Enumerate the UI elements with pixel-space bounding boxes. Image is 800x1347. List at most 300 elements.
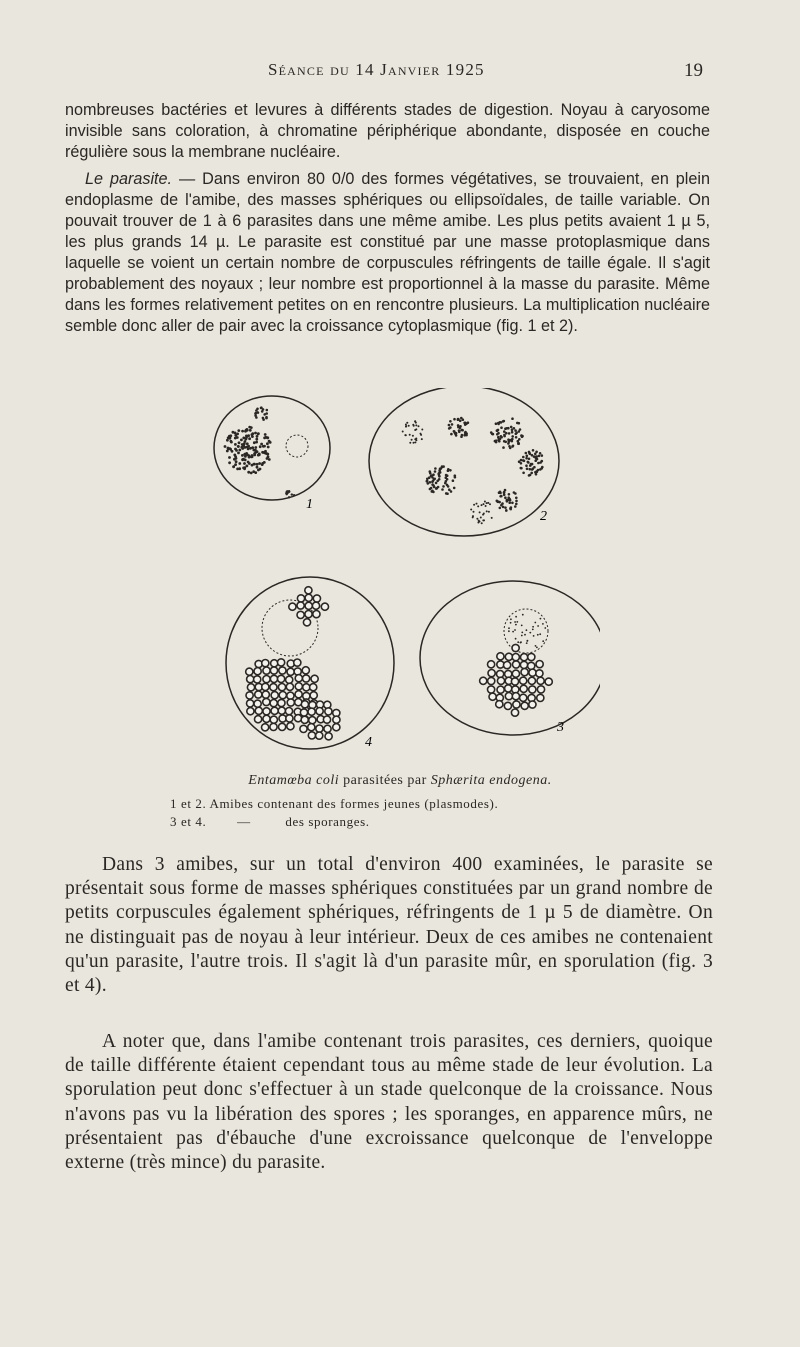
stipple-dot bbox=[540, 618, 542, 620]
spore-dot bbox=[279, 692, 286, 699]
stipple-dot bbox=[242, 444, 245, 447]
stipple-dot bbox=[249, 447, 252, 450]
stipple-dot bbox=[259, 468, 262, 471]
stipple-dot bbox=[231, 450, 234, 453]
spore-dot bbox=[310, 684, 317, 691]
stipple-dot bbox=[427, 482, 430, 485]
spore-dot bbox=[287, 699, 294, 706]
stipple-dot bbox=[541, 454, 544, 457]
stipple-dot bbox=[516, 621, 518, 623]
spore-dot bbox=[254, 676, 261, 683]
stipple-dot bbox=[453, 487, 456, 490]
caption-species-parasite: Sphærita endogena. bbox=[430, 773, 552, 788]
spore-dot bbox=[271, 692, 278, 699]
spore-dot bbox=[325, 733, 332, 740]
spore-dot bbox=[262, 660, 269, 667]
stipple-dot bbox=[405, 425, 407, 427]
stipple-dot bbox=[502, 506, 505, 509]
stipple-dot bbox=[433, 478, 436, 481]
stipple-dot bbox=[515, 638, 517, 640]
stipple-dot bbox=[508, 493, 511, 496]
stipple-dot bbox=[495, 439, 498, 442]
stipple-dot bbox=[518, 438, 521, 441]
paragraph-2 bbox=[65, 169, 710, 337]
stipple-dot bbox=[230, 440, 233, 443]
page-number: 19 bbox=[684, 60, 703, 81]
stipple-dot bbox=[253, 454, 256, 457]
stipple-dot bbox=[236, 433, 239, 436]
stipple-dot bbox=[421, 429, 423, 431]
spore-dot bbox=[286, 715, 293, 722]
spore-dot bbox=[333, 716, 340, 723]
stipple-dot bbox=[477, 505, 479, 507]
spore-dot bbox=[295, 691, 302, 698]
stipple-dot bbox=[452, 479, 455, 482]
stipple-dot bbox=[532, 629, 534, 631]
stipple-dot bbox=[257, 454, 260, 457]
spore-dot bbox=[294, 659, 301, 666]
stipple-dot bbox=[254, 432, 257, 435]
stipple-dot bbox=[544, 627, 546, 629]
stipple-dot bbox=[481, 504, 483, 506]
stipple-dot bbox=[242, 467, 245, 470]
stipple-dot bbox=[261, 410, 264, 413]
stipple-dot bbox=[413, 442, 415, 444]
stipple-dot bbox=[253, 463, 256, 466]
stipple-dot bbox=[431, 476, 434, 479]
stipple-dot bbox=[266, 457, 269, 460]
stipple-dot bbox=[255, 438, 258, 441]
stipple-dot bbox=[512, 631, 514, 633]
stipple-dot bbox=[539, 452, 542, 455]
stipple-dot bbox=[233, 458, 236, 461]
spore-dot bbox=[255, 716, 262, 723]
stipple-dot bbox=[402, 431, 404, 433]
spore-dot bbox=[247, 708, 254, 715]
stipple-dot bbox=[238, 449, 241, 452]
stipple-dot bbox=[260, 443, 263, 446]
paragraph-2-lead: Le parasite. bbox=[85, 170, 173, 188]
stipple-dot bbox=[405, 434, 407, 436]
spore-dot bbox=[504, 702, 511, 709]
stipple-dot bbox=[473, 511, 475, 513]
stipple-dot bbox=[495, 422, 498, 425]
spore-dot bbox=[496, 701, 503, 708]
stipple-dot bbox=[267, 446, 270, 449]
spore-dot bbox=[513, 661, 520, 668]
stipple-dot bbox=[441, 488, 444, 491]
stipple-dot bbox=[240, 439, 243, 442]
spore-dot bbox=[270, 716, 277, 723]
stipple-dot bbox=[234, 432, 237, 435]
spore-dot bbox=[255, 707, 262, 714]
stipple-dot bbox=[413, 425, 415, 427]
stipple-dot bbox=[539, 633, 541, 635]
fig4-label: 4 bbox=[365, 735, 372, 750]
stipple-dot bbox=[458, 431, 461, 434]
stipple-dot bbox=[430, 487, 433, 490]
stipple-dot bbox=[237, 445, 240, 448]
spore-dot bbox=[247, 684, 254, 691]
stipple-dot bbox=[529, 632, 531, 634]
stipple-dot bbox=[246, 465, 249, 468]
fig3-spore-cluster bbox=[480, 614, 553, 716]
spore-dot bbox=[278, 707, 285, 714]
spore-dot bbox=[305, 602, 312, 609]
stipple-dot bbox=[508, 627, 510, 629]
stipple-dot bbox=[437, 486, 440, 489]
stipple-dot bbox=[438, 472, 441, 475]
spore-dot bbox=[521, 702, 528, 709]
amoeba-fig-3 bbox=[420, 581, 600, 735]
spore-dot bbox=[488, 686, 495, 693]
stipple-dot bbox=[535, 645, 537, 647]
spore-dot bbox=[305, 611, 312, 618]
stipple-dot bbox=[511, 438, 514, 441]
stipple-dot bbox=[520, 434, 523, 437]
stipple-dot bbox=[262, 418, 265, 421]
spore-dot bbox=[520, 677, 527, 684]
stipple-dot bbox=[252, 470, 255, 473]
spore-dot bbox=[512, 670, 519, 677]
stipple-dot bbox=[255, 409, 258, 412]
stipple-dot bbox=[504, 506, 507, 509]
stipple-dot bbox=[243, 453, 246, 456]
stipple-dot bbox=[508, 440, 511, 443]
stipple-dot bbox=[542, 623, 544, 625]
stipple-dot bbox=[418, 425, 420, 427]
stipple-dot bbox=[414, 441, 416, 443]
stipple-dot bbox=[229, 437, 232, 440]
stipple-dot bbox=[257, 432, 260, 435]
spore-dot bbox=[278, 699, 285, 706]
stipple-dot bbox=[522, 472, 525, 475]
stipple-dot bbox=[449, 420, 452, 423]
spore-dot bbox=[263, 698, 270, 705]
stipple-dot bbox=[537, 462, 540, 465]
spore-dot bbox=[313, 595, 320, 602]
stipple-dot bbox=[480, 517, 482, 519]
stipple-dot bbox=[504, 441, 507, 444]
stipple-dot bbox=[521, 625, 523, 627]
paragraph-1: nombreuses bactéries et levures à différents stades de digestion. Noyau à caryosome invisible sans coloration, à chromatine périphérique abondante, disposée en couche régulière sous la membrane nucléaire. bbox=[65, 101, 710, 161]
caption-connector: parasitées par bbox=[339, 773, 431, 788]
figure-caption-title bbox=[200, 773, 600, 789]
spore-dot bbox=[325, 708, 332, 715]
stipple-dot bbox=[532, 626, 534, 628]
spore-dot bbox=[537, 694, 544, 701]
stipple-dot bbox=[511, 502, 514, 505]
stipple-dot bbox=[229, 447, 232, 450]
stipple-dot bbox=[457, 418, 460, 421]
spore-dot bbox=[528, 677, 535, 684]
spore-dot bbox=[324, 725, 331, 732]
stipple-dot bbox=[256, 466, 259, 469]
stipple-dot bbox=[502, 446, 505, 449]
stipple-dot bbox=[539, 468, 542, 471]
stipple-dot bbox=[508, 432, 511, 435]
stipple-dot bbox=[500, 421, 503, 424]
stipple-dot bbox=[449, 469, 452, 472]
spore-dot bbox=[263, 667, 270, 674]
stipple-dot bbox=[414, 438, 416, 440]
spore-dot bbox=[505, 693, 512, 700]
stipple-dot bbox=[509, 447, 512, 450]
spore-dot bbox=[246, 692, 253, 699]
spore-dot bbox=[504, 662, 511, 669]
stipple-dot bbox=[228, 461, 231, 464]
stipple-dot bbox=[444, 482, 447, 485]
spore-dot bbox=[488, 661, 495, 668]
stipple-dot bbox=[414, 420, 416, 422]
spore-dot bbox=[270, 684, 277, 691]
spore-dot bbox=[511, 709, 518, 716]
stipple-dot bbox=[537, 625, 539, 627]
stipple-dot bbox=[266, 436, 269, 439]
stipple-dot bbox=[431, 481, 434, 484]
spore-dot bbox=[529, 701, 536, 708]
spore-dot bbox=[305, 587, 312, 594]
stipple-dot bbox=[238, 441, 241, 444]
stipple-dot bbox=[448, 488, 451, 491]
spore-dot bbox=[286, 683, 293, 690]
stipple-dot bbox=[256, 463, 259, 466]
stipple-dot bbox=[499, 438, 502, 441]
stipple-dot bbox=[513, 427, 516, 430]
stipple-dot bbox=[433, 486, 436, 489]
spore-dot bbox=[488, 670, 495, 677]
spore-dot bbox=[321, 603, 328, 610]
spore-dot bbox=[537, 686, 544, 693]
spore-dot bbox=[262, 691, 269, 698]
stipple-dot bbox=[431, 483, 434, 486]
stipple-dot bbox=[260, 406, 263, 409]
paragraph-3: Dans 3 amibes, sur un total d'environ 400 examinées, le parasite se présentait sous forme de masses sphériques constituées par un grand nombre de petits corpuscules également sphériques, réfringents de 1 µ 5 de diamètre. On ne distinguait pas de noyau à leur intérieur. Deux de ces amibes ne contenaient qu'un parasite, l'autre trois. Il s'agit là d'un parasite mûr, en sporulation (fig. 3 et 4). bbox=[65, 854, 713, 997]
fig3-label: 3 bbox=[557, 720, 564, 735]
stipple-dot bbox=[476, 518, 478, 520]
stipple-dot bbox=[536, 647, 538, 649]
stipple-dot bbox=[269, 441, 272, 444]
stipple-dot bbox=[482, 519, 484, 521]
spore-dot bbox=[308, 708, 315, 715]
stipple-dot bbox=[541, 466, 544, 469]
stipple-dot bbox=[435, 482, 438, 485]
stipple-dot bbox=[254, 446, 257, 449]
spore-dot bbox=[308, 724, 315, 731]
stipple-dot bbox=[489, 503, 491, 505]
stipple-dot bbox=[479, 511, 481, 513]
stipple-dot bbox=[524, 634, 526, 636]
stipple-dot bbox=[259, 445, 262, 448]
spore-dot bbox=[536, 670, 543, 677]
stipple-dot bbox=[266, 409, 269, 412]
stipple-dot bbox=[542, 640, 544, 642]
stipple-dot bbox=[251, 433, 254, 436]
stipple-dot bbox=[510, 426, 513, 429]
stipple-dot bbox=[484, 501, 486, 503]
paragraph-2-body: — Dans environ 80 0/0 des formes végétatives, se trouvaient, en plein endoplasme de l'amibe, des masses sphériques ou ellipsoïdales, de taille variable. On pouvait trouver de 1 à 6 parasites dans une même amibe. Les plus petits avaient 1 µ 5, les plus grands 14 µ. Le parasite est constitué par une masse protoplasmique dans laquelle se voient un certain nombre de corpuscules réfringents de taille égale. Il s'agit probablement des noyaux ; leur nombre est proportionnel à la masse du parasite. Même dans les formes relativement petites on en rencontre plusieurs. La multiplication nucléaire semble donc aller de pair avec la croissance cytoplasmique (fig. 1 et 2). bbox=[65, 170, 711, 335]
spore-dot bbox=[489, 693, 496, 700]
stipple-dot bbox=[522, 456, 525, 459]
spore-dot bbox=[528, 653, 535, 660]
stipple-dot bbox=[532, 449, 535, 452]
stipple-dot bbox=[508, 498, 511, 501]
stipple-dot bbox=[481, 522, 483, 524]
stipple-dot bbox=[453, 418, 456, 421]
stipple-dot bbox=[229, 434, 232, 437]
spore-dot bbox=[271, 707, 278, 714]
spore-dot bbox=[511, 678, 518, 685]
stipple-dot bbox=[408, 425, 410, 427]
stipple-dot bbox=[535, 456, 538, 459]
spore-dot bbox=[287, 723, 294, 730]
spore-dot bbox=[270, 675, 277, 682]
stipple-dot bbox=[483, 513, 485, 515]
spore-dot bbox=[513, 701, 520, 708]
spore-dot bbox=[278, 659, 285, 666]
spore-dot bbox=[300, 725, 307, 732]
stipple-dot bbox=[510, 622, 512, 624]
stipple-dot bbox=[522, 459, 525, 462]
stipple-dot bbox=[288, 490, 290, 492]
amoeba-fig-1 bbox=[214, 396, 330, 512]
stipple-dot bbox=[247, 448, 250, 451]
stipple-dot bbox=[526, 468, 529, 471]
stipple-dot bbox=[448, 427, 451, 430]
stipple-dot bbox=[265, 412, 268, 415]
spore-dot bbox=[313, 611, 320, 618]
stipple-dot bbox=[266, 453, 269, 456]
stipple-dot bbox=[525, 464, 528, 467]
stipple-dot bbox=[409, 434, 411, 436]
fig1-label: 1 bbox=[306, 497, 313, 512]
stipple-dot bbox=[461, 434, 464, 437]
stipple-dot bbox=[539, 461, 542, 464]
spore-dot bbox=[301, 716, 308, 723]
stipple-dot bbox=[232, 465, 235, 468]
fig1-dot-cluster bbox=[224, 406, 296, 498]
stipple-dot bbox=[514, 505, 517, 508]
stipple-dot bbox=[488, 511, 490, 513]
stipple-dot bbox=[234, 448, 237, 451]
stipple-dot bbox=[511, 417, 514, 420]
stipple-dot bbox=[293, 494, 295, 496]
stipple-dot bbox=[258, 462, 261, 465]
spore-dot bbox=[312, 602, 319, 609]
stipple-dot bbox=[470, 509, 472, 511]
stipple-dot bbox=[503, 435, 506, 438]
stipple-dot bbox=[478, 520, 480, 522]
spore-dot bbox=[270, 700, 277, 707]
stipple-dot bbox=[515, 616, 517, 618]
stipple-dot bbox=[457, 426, 460, 429]
stipple-dot bbox=[243, 462, 246, 465]
paragraph-4: A noter que, dans l'amibe contenant trois parasites, ces derniers, quoique de taille différente étaient cependant tous au même stade de leur évolution. La sporulation peut donc s'effectuer à un stade quelconque de la croissance. Nous n'avons pas vu la libération des spores ; les sporanges, en apparence mûrs, ne présentaient pas d'ébauche d'une excroissance quelconque de l'enveloppe externe (très mince) du parasite. bbox=[65, 1031, 713, 1174]
stipple-dot bbox=[521, 635, 523, 637]
stipple-dot bbox=[529, 468, 532, 471]
stipple-dot bbox=[491, 433, 494, 436]
spore-dot bbox=[279, 723, 286, 730]
stipple-dot bbox=[526, 629, 528, 631]
stipple-dot bbox=[515, 624, 517, 626]
stipple-dot bbox=[476, 503, 478, 505]
spore-dot bbox=[309, 717, 316, 724]
stipple-dot bbox=[463, 434, 466, 437]
stipple-dot bbox=[247, 461, 250, 464]
stipple-dot bbox=[450, 433, 453, 436]
stipple-dot bbox=[508, 501, 511, 504]
stipple-dot bbox=[241, 430, 244, 433]
stipple-dot bbox=[250, 472, 253, 475]
stipple-dot bbox=[499, 507, 502, 510]
stipple-dot bbox=[234, 443, 237, 446]
spore-dot bbox=[528, 662, 535, 669]
stipple-dot bbox=[266, 442, 269, 445]
spore-dot bbox=[297, 595, 304, 602]
stipple-dot bbox=[500, 426, 503, 429]
stipple-dot bbox=[500, 435, 503, 438]
spore-dot bbox=[303, 675, 310, 682]
spore-dot bbox=[278, 684, 285, 691]
stipple-dot bbox=[237, 429, 240, 432]
stipple-dot bbox=[460, 429, 463, 432]
spore-dot bbox=[333, 724, 340, 731]
stipple-dot bbox=[496, 429, 499, 432]
stipple-dot bbox=[513, 491, 516, 494]
stipple-dot bbox=[463, 422, 466, 425]
stipple-dot bbox=[236, 436, 239, 439]
stipple-dot bbox=[533, 466, 536, 469]
spore-dot bbox=[287, 668, 294, 675]
stipple-dot bbox=[508, 630, 510, 632]
stipple-dot bbox=[261, 462, 264, 465]
amoeba-figure bbox=[200, 388, 600, 768]
stipple-dot bbox=[236, 468, 239, 471]
stipple-dot bbox=[426, 478, 429, 481]
stipple-dot bbox=[434, 467, 437, 470]
spore-dot bbox=[520, 661, 527, 668]
amoeba-figure-drawing bbox=[200, 388, 600, 768]
stipple-dot bbox=[288, 496, 290, 498]
stipple-dot bbox=[409, 442, 411, 444]
stipple-dot bbox=[531, 454, 534, 457]
spore-dot bbox=[262, 683, 269, 690]
spore-dot bbox=[520, 685, 527, 692]
stipple-dot bbox=[500, 495, 503, 498]
spore-dot bbox=[480, 677, 487, 684]
spore-dot bbox=[289, 603, 296, 610]
spore-dot bbox=[278, 675, 285, 682]
stipple-dot bbox=[516, 422, 519, 425]
spore-dot bbox=[285, 708, 292, 715]
spore-dot bbox=[302, 667, 309, 674]
stipple-dot bbox=[251, 464, 254, 467]
stipple-dot bbox=[497, 500, 500, 503]
stipple-dot bbox=[462, 418, 465, 421]
stipple-dot bbox=[415, 428, 417, 430]
stipple-dot bbox=[511, 435, 514, 438]
stipple-dot bbox=[459, 420, 462, 423]
stipple-dot bbox=[520, 641, 522, 643]
fig2-dot-clusters bbox=[402, 417, 544, 525]
stipple-dot bbox=[421, 438, 423, 440]
spore-dot bbox=[520, 694, 527, 701]
stipple-dot bbox=[514, 621, 516, 623]
stipple-dot bbox=[504, 496, 507, 499]
stipple-dot bbox=[224, 445, 227, 448]
stipple-dot bbox=[248, 437, 251, 440]
spore-dot bbox=[279, 667, 286, 674]
